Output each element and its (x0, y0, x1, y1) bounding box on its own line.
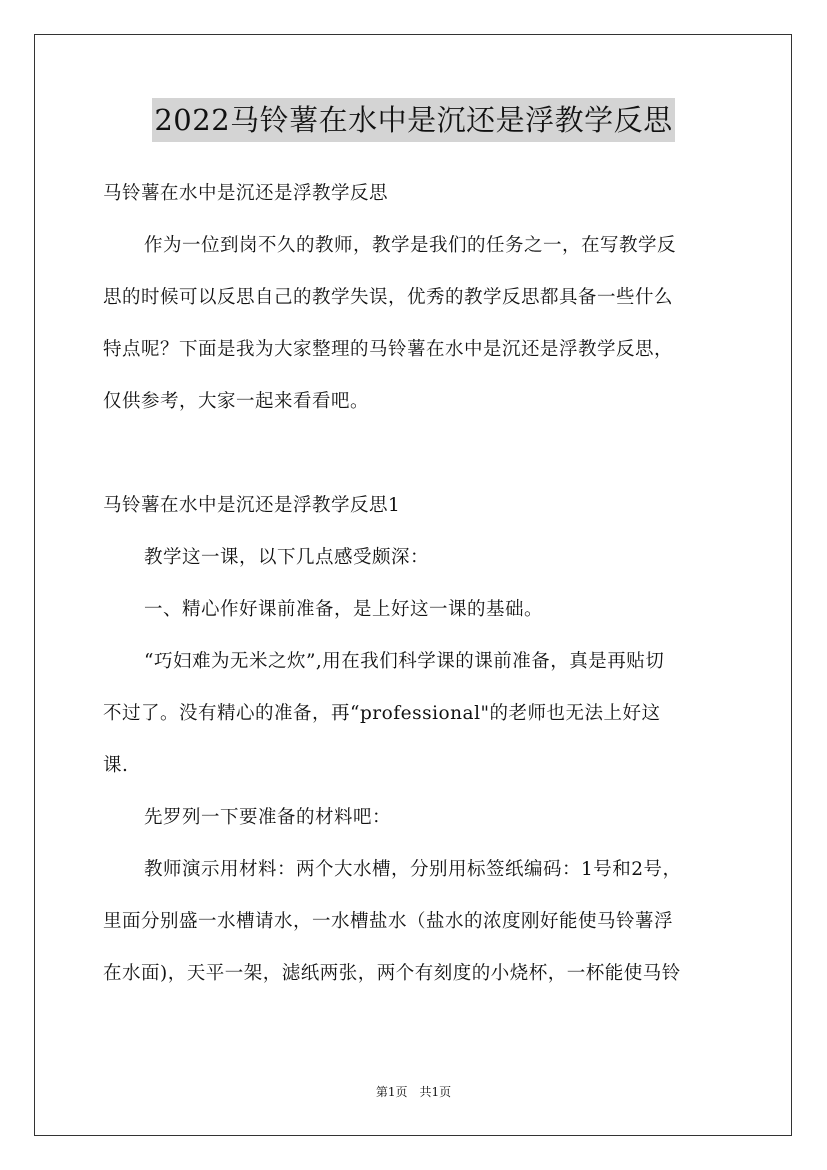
text-line: “巧妇难为无米之炊”,用在我们科学课的课前准备，真是再贴切 (144, 651, 665, 672)
page-footer (0, 1082, 827, 1102)
text-line: 先罗列一下要准备的材料吧： (144, 807, 392, 828)
text-line: 马铃薯在水中是沉还是浮教学反思 (103, 183, 389, 204)
text-line: 仅供参考，大家一起来看看吧。 (103, 391, 370, 412)
document-body (103, 168, 743, 1000)
text-line: 思的时候可以反思自己的教学失误，优秀的教学反思都具备一些什么 (103, 287, 674, 308)
text-line: 教师演示用材料：两个大水槽，分别用标签纸编码：1号和2号， (144, 859, 682, 880)
paragraph-spacer (103, 428, 743, 480)
text-line: 马铃薯在水中是沉还是浮教学反思1 (103, 495, 401, 516)
title-container (0, 98, 827, 142)
text-line: 教学这一课，以下几点感受颇深： (144, 547, 430, 568)
text-line: 一、精心作好课前准备，是上好这一课的基础。 (144, 599, 544, 620)
text-line: 在水面)，天平一架，滤纸两张，两个有刻度的小烧杯，一杯能使马铃 (103, 963, 681, 984)
document-title: 2022马铃薯在水中是沉还是浮教学反思 (152, 98, 674, 142)
text-line: 里面分别盛一水槽请水，一水槽盐水（盐水的浓度刚好能使马铃薯浮 (103, 911, 674, 932)
page-total: 共1页 (419, 1085, 452, 1099)
text-line: 不过了。没有精心的准备，再“professional"的老师也无法上好这 (103, 703, 661, 724)
page-number: 第1页 (375, 1085, 408, 1099)
text-line: 作为一位到岗不久的教师，教学是我们的任务之一，在写教学反 (144, 235, 677, 256)
text-line: 特点呢？下面是我为大家整理的马铃薯在水中是沉还是浮教学反思， (103, 339, 674, 360)
text-line: 课. (103, 755, 129, 776)
